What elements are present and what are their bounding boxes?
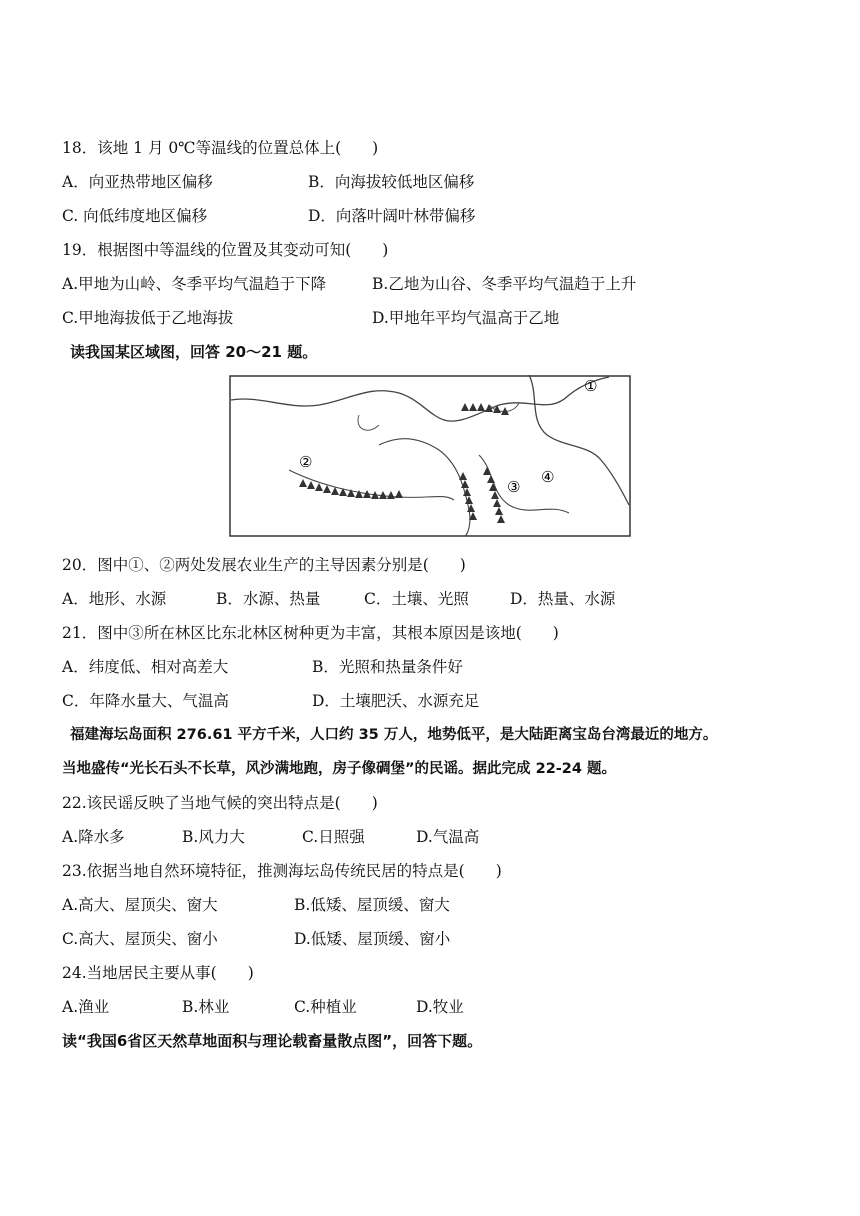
q22-option-d: D.气温高 bbox=[416, 828, 480, 846]
q20-option-c: C．土壤、光照 bbox=[364, 590, 469, 608]
q19-stem: 19．根据图中等温线的位置及其变动可知( ) bbox=[62, 241, 389, 259]
region-map bbox=[229, 375, 631, 537]
q23-stem: 23.依据当地自然环境特征，推测海坛岛传统民居的特点是( ) bbox=[62, 862, 502, 880]
map-label-4: ④ bbox=[541, 468, 555, 486]
q18-option-c: C. 向低纬度地区偏移 bbox=[62, 207, 208, 225]
q23-option-d: D.低矮、屋顶缓、窗小 bbox=[294, 930, 451, 948]
intro-22-24-line2: 当地盛传“光长石头不长草，风沙满地跑，房子像碉堡”的民谣。据此完成 22-24 题。 bbox=[62, 761, 617, 777]
intro-20-21: 读我国某区域图，回答 20～21 题。 bbox=[70, 343, 318, 361]
q21-option-c: C．年降水量大、气温高 bbox=[62, 692, 229, 710]
q23-option-c: C.高大、屋顶尖、窗小 bbox=[62, 930, 218, 948]
q24-stem: 24.当地居民主要从事( ) bbox=[62, 964, 254, 982]
q20-option-a: A．地形、水源 bbox=[62, 590, 167, 608]
q24-option-d: D.牧业 bbox=[416, 998, 464, 1016]
q18-option-d: D．向落叶阔叶林带偏移 bbox=[308, 207, 476, 225]
q19-option-b: B.乙地为山谷、冬季平均气温趋于上升 bbox=[372, 275, 637, 293]
q20-option-d: D．热量、水源 bbox=[510, 590, 616, 608]
q24-option-b: B.林业 bbox=[182, 998, 230, 1016]
q18-stem: 18．该地 1 月 0℃等温线的位置总体上( ) bbox=[62, 139, 379, 157]
q22-option-b: B.风力大 bbox=[182, 828, 245, 846]
q22-stem: 22.该民谣反映了当地气候的突出特点是( ) bbox=[62, 794, 378, 812]
q19-option-d: D.甲地年平均气温高于乙地 bbox=[372, 309, 560, 327]
q21-option-d: D．土壤肥沃、水源充足 bbox=[312, 692, 480, 710]
q24-option-a: A.渔业 bbox=[62, 998, 110, 1016]
intro-last: 读“我国6省区天然草地面积与理论载畜量散点图”，回答下题。 bbox=[62, 1032, 483, 1050]
intro-22-24-line1: 福建海坛岛面积 276.61 平方千米，人口约 35 万人，地势低平，是大陆距离宝岛台湾最近的地方。 bbox=[70, 727, 718, 743]
q19-option-a: A.甲地为山岭、冬季平均气温趋于下降 bbox=[62, 275, 327, 293]
map-label-1: ① bbox=[584, 377, 598, 395]
q24-option-c: C.种植业 bbox=[294, 998, 357, 1016]
map-label-3: ③ bbox=[507, 478, 521, 496]
q23-option-a: A.高大、屋顶尖、窗大 bbox=[62, 896, 218, 914]
q20-stem: 20．图中①、②两处发展农业生产的主导因素分别是( ) bbox=[62, 556, 466, 574]
map-label-2: ② bbox=[299, 453, 313, 471]
map-frame bbox=[230, 376, 630, 536]
q21-stem: 21．图中③所在林区比东北林区树种更为丰富，其根本原因是该地( ) bbox=[62, 624, 559, 642]
q22-option-c: C.日照强 bbox=[302, 828, 365, 846]
q20-option-b: B．水源、热量 bbox=[216, 590, 321, 608]
q19-option-c: C.甲地海拔低于乙地海拔 bbox=[62, 309, 234, 327]
q21-option-a: A．纬度低、相对高差大 bbox=[62, 658, 229, 676]
q18-option-b: B．向海拔较低地区偏移 bbox=[308, 173, 475, 191]
q23-option-b: B.低矮、屋顶缓、窗大 bbox=[294, 896, 450, 914]
q21-option-b: B．光照和热量条件好 bbox=[312, 658, 463, 676]
q22-option-a: A.降水多 bbox=[62, 828, 125, 846]
q18-option-a: A．向亚热带地区偏移 bbox=[62, 173, 213, 191]
